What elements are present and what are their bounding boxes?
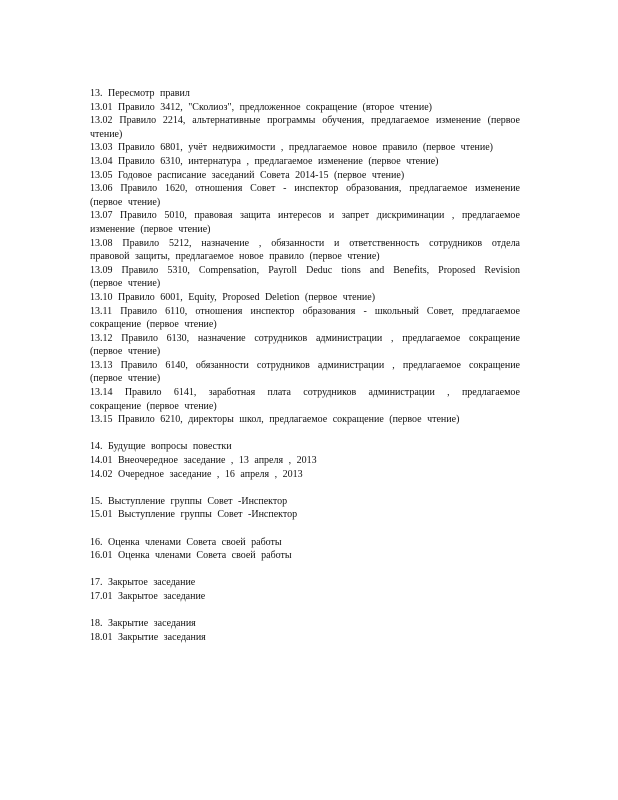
- agenda-item: 13.15 Правило 6210, директоры школ, предлагаемое сокращение (первое чтение): [90, 414, 460, 426]
- agenda-item: 13.08 Правило 5212, назначение , обязанности и ответственность сотрудников отдела правовой защиты, предлагаемое новое правило (первое чтение): [90, 237, 520, 263]
- agenda-section-15: [90, 495, 520, 522]
- section-heading: 17. Закрытое заседание: [90, 577, 196, 589]
- agenda-section-18: [90, 617, 520, 644]
- section-heading: 18. Закрытие заседания: [90, 618, 196, 630]
- agenda-item: 17.01 Закрытое заседание: [90, 590, 206, 602]
- agenda-item: 13.03 Правило 6801, учёт недвижимости , предлагаемое новое правило (первое чтение): [90, 142, 493, 154]
- agenda-item: 13.07 Правило 5010, правовая защита интересов и запрет дискриминации , предлагаемое изменение (первое чтение): [90, 210, 520, 235]
- agenda-item: 13.09 Правило 5310, Compensation, Payroll Deduc tions and Benefits, Proposed Revision (первое чтение): [90, 264, 520, 290]
- section-heading: 13. Пересмотр правил: [90, 88, 190, 99]
- agenda-section-14: [90, 440, 520, 481]
- agenda-item: 13.02 Правило 2214, альтернативные программы обучения, предлагаемое изменение (первое чтение): [90, 115, 520, 140]
- section-heading: 14. Будущие вопросы повестки: [90, 441, 232, 453]
- agenda-item: 13.10 Правило 6001, Equity, Proposed Deletion (первое чтение): [90, 291, 376, 303]
- agenda-item: 13.12 Правило 6130, назначение сотрудников администрации , предлагаемое сокращение (первое чтение): [90, 332, 520, 358]
- agenda-item: 18.01 Закрытие заседания: [90, 631, 206, 643]
- agenda-item: 13.11 Правило 6110, отношения инспектор образования - школьный Совет, предлагаемое сокращение (первое чтение): [90, 305, 520, 331]
- agenda-item: 13.06 Правило 1620, отношения Совет - инспектор образования, предлагаемое изменение (первое чтение): [90, 183, 520, 208]
- section-heading: 16. Оценка членами Совета своей работы: [90, 536, 282, 548]
- agenda-content: [90, 87, 520, 658]
- agenda-item: 13.01 Правило 3412, "Сколиоз", предложенное сокращение (второе чтение): [90, 101, 432, 113]
- agenda-item: 16.01 Оценка членами Совета своей работы: [90, 550, 292, 562]
- agenda-section-16: [90, 536, 520, 563]
- agenda-item: 13.04 Правило 6310, интернатура , предлагаемое изменение (первое чтение): [90, 155, 439, 167]
- agenda-item: 14.02 Очередное заседание , 16 апреля , 2013: [90, 468, 303, 480]
- section-heading: 15. Выступление группы Совет -Инспектор: [90, 495, 288, 507]
- agenda-item: 13.05 Годовое расписание заседаний Совета 2014-15 (первое чтение): [90, 169, 405, 181]
- agenda-section-13: [90, 87, 520, 427]
- agenda-item: 15.01 Выступление группы Совет -Инспектор: [90, 509, 298, 521]
- agenda-section-17: [90, 576, 520, 603]
- agenda-item: 14.01 Внеочередное заседание , 13 апреля , 2013: [90, 455, 317, 467]
- agenda-item: 13.13 Правило 6140, обязанности сотрудников администрации , предлагаемое сокращение (первое чтение): [90, 359, 520, 385]
- agenda-item: 13.14 Правило 6141, заработная плата сотрудников администрации , предлагаемое сокращение (первое чтение): [90, 387, 520, 412]
